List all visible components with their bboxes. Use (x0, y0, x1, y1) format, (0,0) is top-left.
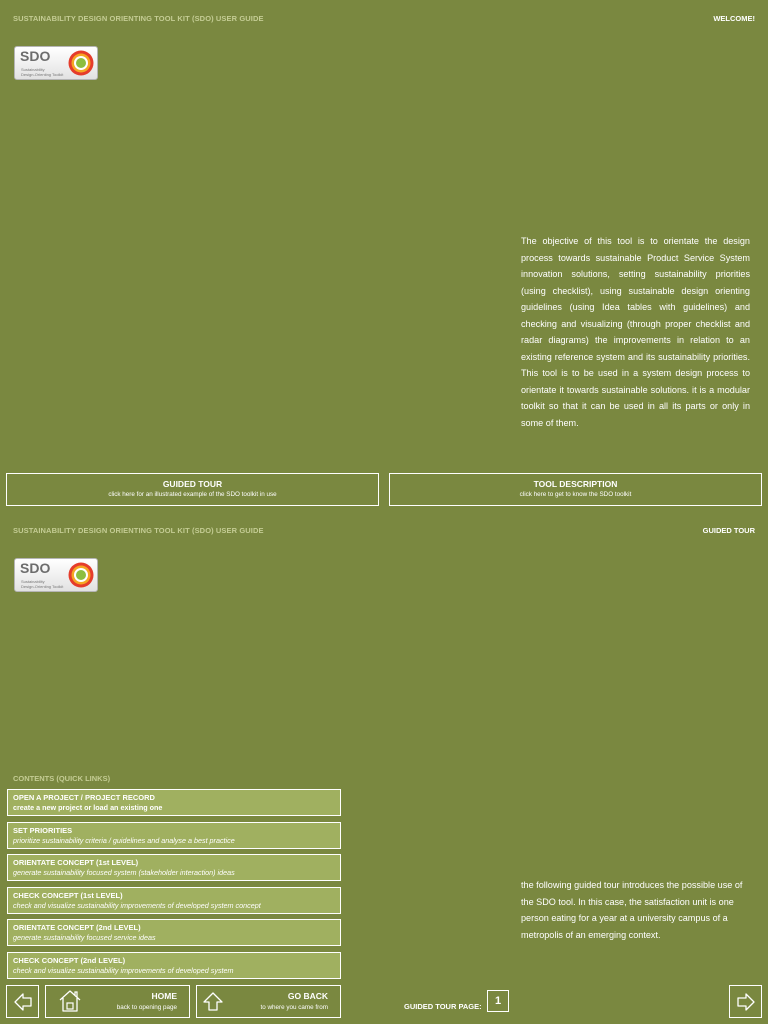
logo-subtitle-line2: Design-Orienting Toolkit (21, 72, 64, 77)
link-subtitle: generate sustainability focused service ideas (13, 933, 156, 942)
home-subtitle: back to opening page (116, 1004, 177, 1011)
go-back-title: GO BACK (287, 991, 328, 1001)
link-title: CHECK CONCEPT (2nd LEVEL) (13, 955, 126, 965)
guided-tour-subtitle: click here for an illustrated example of the SDO toolkit in use (108, 491, 277, 498)
tour-page-label: GUIDED TOUR PAGE: (404, 1002, 482, 1011)
logo-subtitle-line1: Sustainability (21, 67, 45, 72)
go-back-button[interactable] (196, 985, 341, 1018)
home-label (117, 991, 177, 1011)
link-orientate-concept-1[interactable] (7, 854, 341, 881)
section-title-guided-tour: GUIDED TOUR (702, 526, 755, 535)
concentric-rings-logo-icon (67, 561, 95, 589)
arrow-left-icon (12, 991, 34, 1013)
tool-description-button[interactable] (389, 473, 762, 506)
logo-text: SDO (20, 48, 51, 64)
guided-tour-page (0, 512, 768, 1024)
logo-subtitle-line1: Sustainability (21, 579, 45, 584)
sdo-logo (14, 46, 98, 80)
link-title: ORIENTATE CONCEPT (2nd LEVEL) (13, 923, 141, 932)
link-title: CHECK CONCEPT (1st LEVEL) (13, 890, 123, 900)
home-title: HOME (151, 991, 177, 1001)
contents-label: CONTENTS (QUICK LINKS) (13, 774, 111, 783)
guided-tour-button[interactable] (6, 473, 379, 506)
link-title: ORIENTATE CONCEPT (1st LEVEL) (13, 858, 139, 867)
house-icon (57, 988, 83, 1014)
link-subtitle: generate sustainability focused system (stakeholder interaction) ideas (13, 868, 235, 877)
next-page-button[interactable] (729, 985, 762, 1018)
link-subtitle: check and visualize sustainability improvements of developed system (13, 965, 234, 975)
section-title-welcome: WELCOME! (713, 14, 755, 23)
tour-intro-text: the following guided tour introduces the possible use of the SDO tool. In this case, the satisfaction unit is one person eating for a year at a university campus of a metropolis of an emerging context. (521, 880, 743, 940)
go-back-subtitle: to where you came from (260, 1004, 328, 1011)
logo-subtitle-line2: Design-Orienting Toolkit (21, 584, 64, 589)
link-check-concept-1[interactable] (7, 887, 341, 914)
home-button[interactable] (45, 985, 190, 1018)
link-subtitle: create a new project or load an existing one (13, 803, 163, 812)
link-subtitle: prioritize sustainability criteria / guidelines and analyse a best practice (13, 835, 235, 845)
previous-page-button[interactable] (6, 985, 39, 1018)
link-open-project[interactable] (7, 789, 341, 816)
link-set-priorities[interactable] (7, 822, 341, 849)
link-orientate-concept-2[interactable] (7, 919, 341, 946)
logo-text: SDO (20, 560, 51, 576)
link-subtitle: check and visualize sustainability improvements of developed system concept (13, 900, 261, 910)
intro-text: The objective of this tool is to orientate the design process towards sustainable Product Service System innovation solutions, setting sustainability priorities (using checklist), using sustainable design orienting guidelines (using Idea tables with guidelines) and checking and visualizing (through proper checklist and radar diagrams) the improvements in relation to an existing reference system and its sustainability priorities. This tool is to be used in a system design process to orientate it towards sustainable solutions. it is a modular toolkit so that it can be used in all its parts or only in some of them. (521, 236, 750, 428)
arrow-right-icon (735, 991, 757, 1013)
link-title: OPEN A PROJECT / PROJECT RECORD (13, 793, 155, 802)
go-back-label (260, 991, 328, 1011)
quick-links-list (7, 789, 341, 984)
arrow-up-icon (202, 991, 224, 1013)
tour-page-number: 1 (487, 990, 509, 1012)
sdo-logo (14, 558, 98, 592)
tool-description-subtitle: click here to get to know the SDO toolkit (519, 491, 632, 498)
link-check-concept-2[interactable] (7, 952, 341, 979)
link-title: SET PRIORITIES (13, 825, 73, 835)
tool-description-title: TOOL DESCRIPTION (533, 479, 618, 489)
doc-title: SUSTAINABILITY DESIGN ORIENTING TOOL KIT (SDO) USER GUIDE (13, 526, 264, 535)
guided-tour-title: GUIDED TOUR (162, 479, 223, 489)
doc-title: SUSTAINABILITY DESIGN ORIENTING TOOL KIT (SDO) USER GUIDE (13, 14, 264, 23)
concentric-rings-logo-icon (67, 49, 95, 77)
